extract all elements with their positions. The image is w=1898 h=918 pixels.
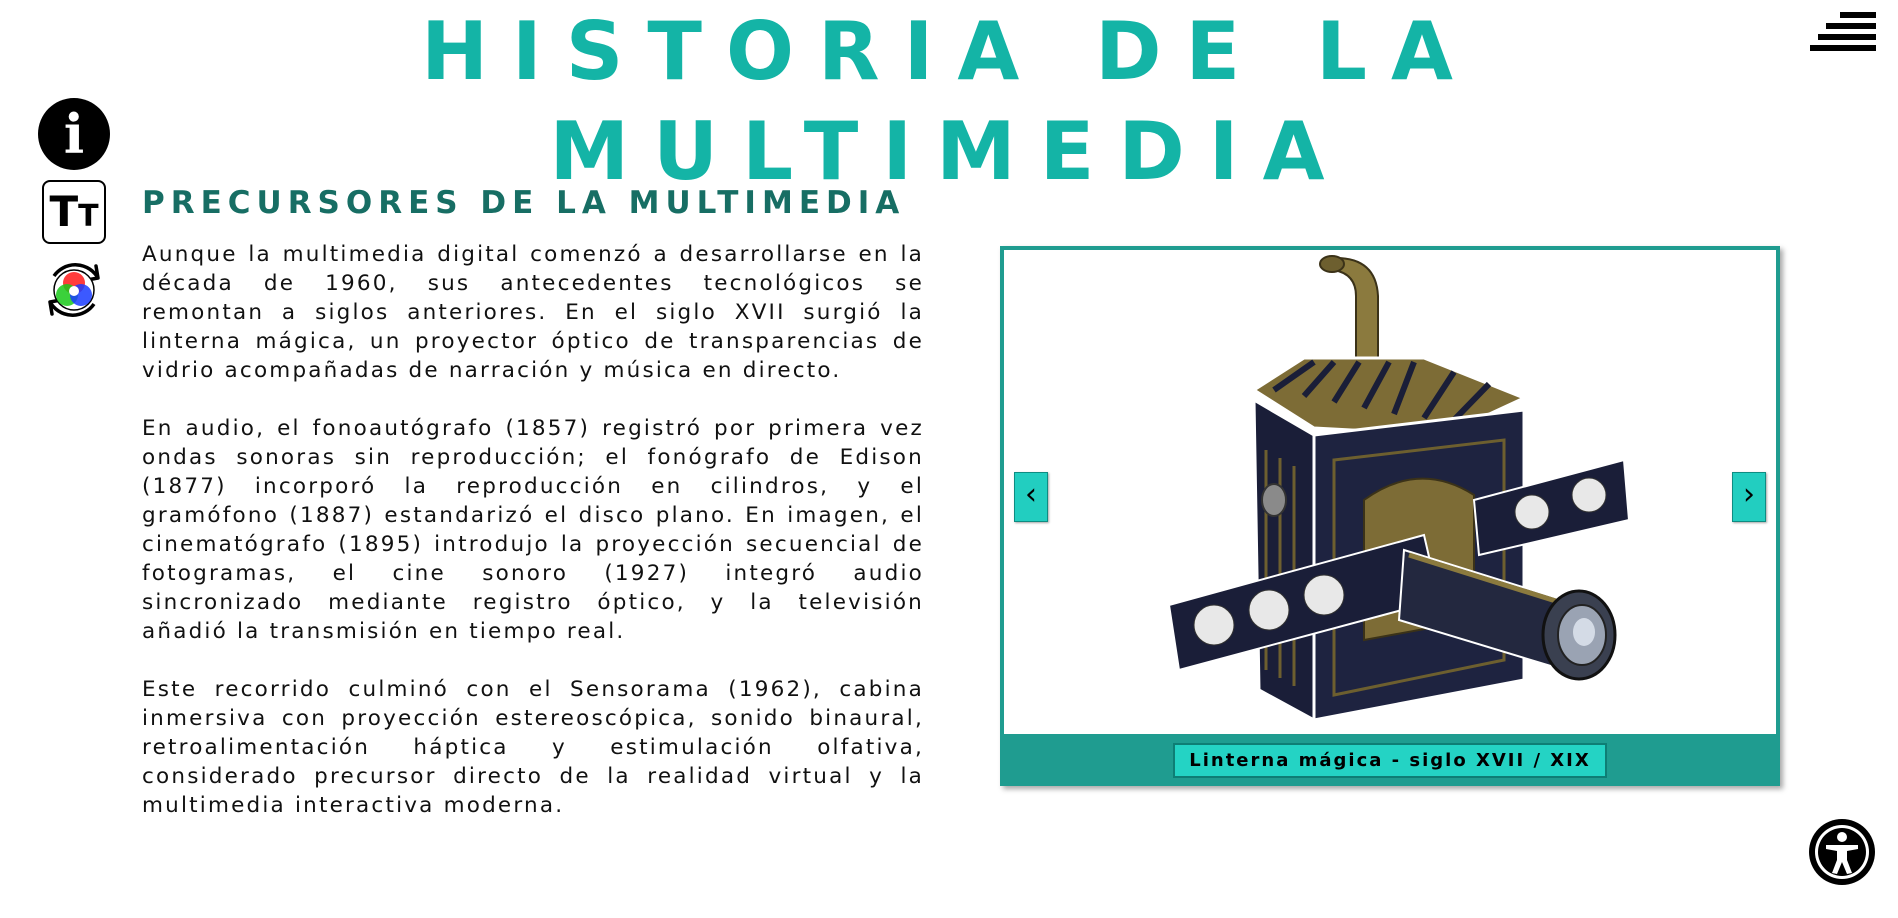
image-carousel (1000, 246, 1780, 786)
article-paragraph: Aunque la multimedia digital comenzó a desarrollarse en la década de 1960, sus antecedentes tecnológicos se remontan a siglos anteriores. En el siglo XVII surgió la linterna mágica, un proyector óptico de transparencias de vidrio acompañadas de narración y música en directo. (142, 242, 924, 383)
article-body (142, 240, 924, 849)
menu-button[interactable] (1810, 12, 1876, 52)
color-mode-button[interactable] (38, 254, 110, 326)
text-size-icon: T (49, 187, 79, 236)
info-button[interactable] (38, 98, 110, 170)
color-cycle-icon (38, 254, 110, 326)
side-toolbar (38, 98, 110, 336)
carousel-prev-button[interactable]: ‹ (1014, 472, 1048, 522)
image-caption: Linterna mágica - siglo XVII / XIX (1173, 743, 1606, 778)
menu-icon-bar (1840, 12, 1876, 18)
caption-bar (1004, 734, 1776, 786)
page-title: HISTORIA DE LA MULTIMEDIA (421, 5, 1477, 198)
menu-icon-bar (1826, 23, 1876, 29)
accessibility-button[interactable] (1806, 816, 1878, 888)
text-size-icon-small: T (78, 199, 99, 234)
carousel-next-button[interactable]: › (1732, 472, 1766, 522)
article-paragraph: En audio, el fonoautógrafo (1857) registró por primera vez ondas sonoras sin reproducción; el fonógrafo de Edison (1877) incorporó la reproducción en cilindros, y el gramófono (1887) estandarizó el disco plano. En imagen, el cinematógrafo (1895) introdujo la proyección secuencial de fotogramas, el cine sonoro (1927) integró audio sincronizado mediante registro óptico, y la televisión añadió la transmisión en tiempo real. (142, 416, 924, 644)
accessibility-icon (1806, 816, 1878, 888)
menu-icon-bar (1810, 45, 1876, 51)
info-icon: i (63, 102, 85, 166)
magic-lantern-image (1004, 250, 1776, 734)
text-size-button[interactable] (42, 180, 106, 244)
section-heading: PRECURSORES DE LA MULTIMEDIA (142, 185, 906, 221)
menu-icon-bar (1818, 34, 1876, 40)
article-paragraph: Este recorrido culminó con el Sensorama (1962), cabina inmersiva con proyección estereoscópica, sonido binaural, retroalimentación háptica y estimulación olfativa, considerado precursor directo de la realidad virtual y la multimedia interactiva moderna. (142, 677, 924, 818)
